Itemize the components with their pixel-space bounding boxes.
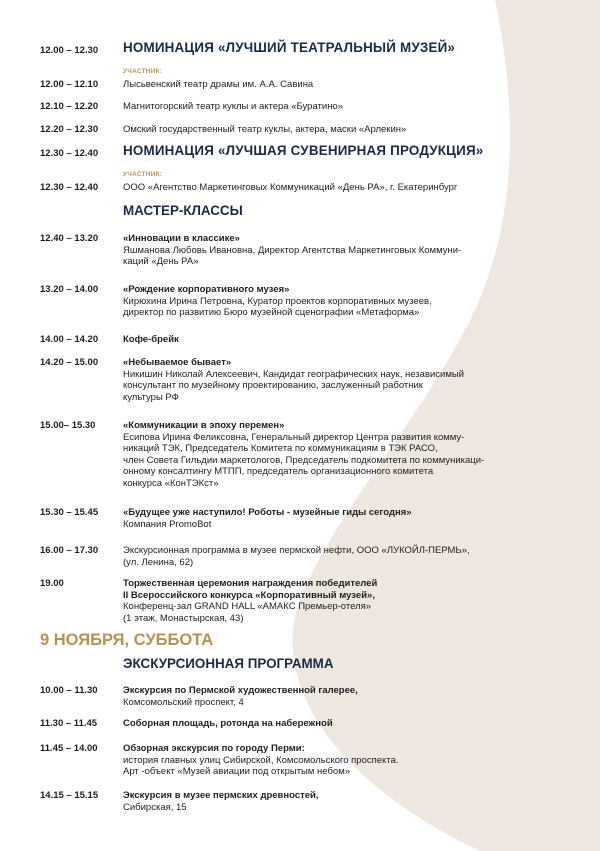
item-text: Лысьвенский театр драмы им. А.А. Савина [123,79,314,90]
excursion-line: Экскурсионная программа в музее пермской нефти, ООО «ЛУКОЙЛ-ПЕРМЬ», [123,545,470,556]
event-content [123,507,563,530]
event-line: онному консалтингу МТПП, председатель организационного комитета [123,466,434,478]
event-line: никаций ТЭК, Председатель Комитета по коммуникациям в ТЭК РАСО, [123,443,438,455]
event-line: Сибирская, 15 [123,801,187,813]
event-line: Есипова Ирина Феликсовна, Генеральный директор Центра развития комму- [123,431,465,443]
day-title: 9 НОЯБРЯ, СУББОТА [40,631,214,649]
time: 11.30 – 11.45 [40,718,98,729]
event-line: консультант по музейному проектированию, заслуженный работник [123,380,423,392]
nomination-content [123,42,563,54]
time: 12.30 – 12.40 [40,182,99,193]
event-content [123,718,563,730]
event-line: история главных улиц Сибирской, Комсомольского проспекта. [123,754,399,766]
section-title: ЭКСКУРСИОННАЯ ПРОГРАММА [123,656,334,671]
event-line: директор по развитию Бюро музейной сценографии «Метаформа» [123,307,420,319]
event-line: Арт -объект «Музей авиации под открытым небом» [123,766,351,778]
ceremony-title: II Всероссийского конкурса «Корпоративный музей», [123,589,375,601]
event-title: «Будущее уже наступило! Роботы - музейные гиды сегодня» [123,507,412,518]
event-line: Никишин Николай Алексеевич, Кандидат географических наук, независимый [123,368,465,380]
section-title: МАСТЕР-КЛАССЫ [123,203,243,218]
excursion-line: (ул. Ленина, 62) [123,556,194,568]
event-title: Кофе-брейк [123,334,179,345]
event-title: Соборная площадь, ротонда на набережной [123,718,333,729]
event-title: «Рождение корпоративного музея» [123,284,290,295]
event-line: Яшманова Любовь Ивановна, Директор Агентства Маркетинговых Коммуни- [123,244,462,256]
event-content [123,790,563,813]
event-title: Обзорная экскурсия по городу Перми: [123,743,305,754]
excursion-heading-content [123,658,563,670]
participant-label-content [123,66,563,78]
time: 13.20 – 14.00 [40,284,99,295]
time: 14.20 – 15.00 [40,357,99,368]
time: 19.00 [40,578,64,589]
event-line: культуры РФ [123,391,179,403]
event-content [123,233,563,268]
ceremony-title: Торжественная церемония награждения победителей [123,578,378,589]
time: 12.00 – 12.30 [40,45,99,56]
time: 12.30 – 12.40 [40,148,99,159]
event-line: Компания PromoBot [123,518,212,530]
event-title: «Инновации в классике» [123,233,240,244]
event-content [123,334,563,346]
time: 15.30 – 15.45 [40,507,99,518]
masterclasses-heading-content [123,205,563,217]
time: 11.45 – 14.00 [40,743,98,754]
time: 12.10 – 12.20 [40,101,99,112]
time: 14.15 – 15.15 [40,790,99,801]
event-title: «Коммуникации в эпоху перемен» [123,420,285,431]
excursion-content [123,545,563,568]
nomination-content [123,145,563,157]
event-content [123,420,563,490]
event-line: Комсомольский проспект, 4 [123,696,244,708]
item-text: ООО «Агентство Маркетинговых Коммуникаций «День РА», г. Екатеринбург [123,182,458,193]
nomination-title: НОМИНАЦИЯ «ЛУЧШИЙ ТЕАТРАЛЬНЫЙ МУЗЕЙ» [123,40,456,55]
ceremony-content [123,578,563,624]
participant-label-content [123,169,563,181]
event-content [123,743,563,778]
ceremony-line: Конференц-зал GRAND HALL «АМАКС Премьер-отеля» [123,601,372,613]
participant-label: УЧАСТНИК: [123,171,163,178]
event-line: каций «День РА» [123,256,199,268]
nomination-title: НОМИНАЦИЯ «ЛУЧШАЯ СУВЕНИРНАЯ ПРОДУКЦИЯ» [123,143,484,158]
time: 14.00 – 14.20 [40,334,99,345]
event-content [123,685,563,708]
event-title: «Небываемое бывает» [123,357,232,368]
event-line: конкурса «КонТЭКст» [123,477,219,489]
event-line: член Совета Гильдии маркетологов, Председатель подкомитета по коммуникаци- [123,454,485,466]
item-text: Магнитогорский театр куклы и актера «Буратино» [123,101,344,112]
time: 16.00 – 17.30 [40,545,99,556]
event-content [123,284,563,319]
time: 12.20 – 12.30 [40,124,99,135]
participant-label: УЧАСТНИК: [123,68,163,75]
time: 12.40 – 13.20 [40,233,99,244]
event-title: Экскурсия по Пермской художественной галерее, [123,685,358,696]
time: 15.00– 15.30 [40,420,96,431]
ceremony-line: (1 этаж, Монастырская, 43) [123,612,244,624]
event-content [123,357,563,403]
event-line: Кирюхина Ирина Петровна, Куратор проектов корпоративных музеев, [123,295,432,307]
time: 10.00 – 11.30 [40,685,98,696]
event-title: Экскурсия в музее пермских древностей, [123,790,319,801]
time: 12.00 – 12.10 [40,79,99,90]
item-text: Омский государственный театр куклы, актера, маски «Арлекин» [123,124,407,135]
